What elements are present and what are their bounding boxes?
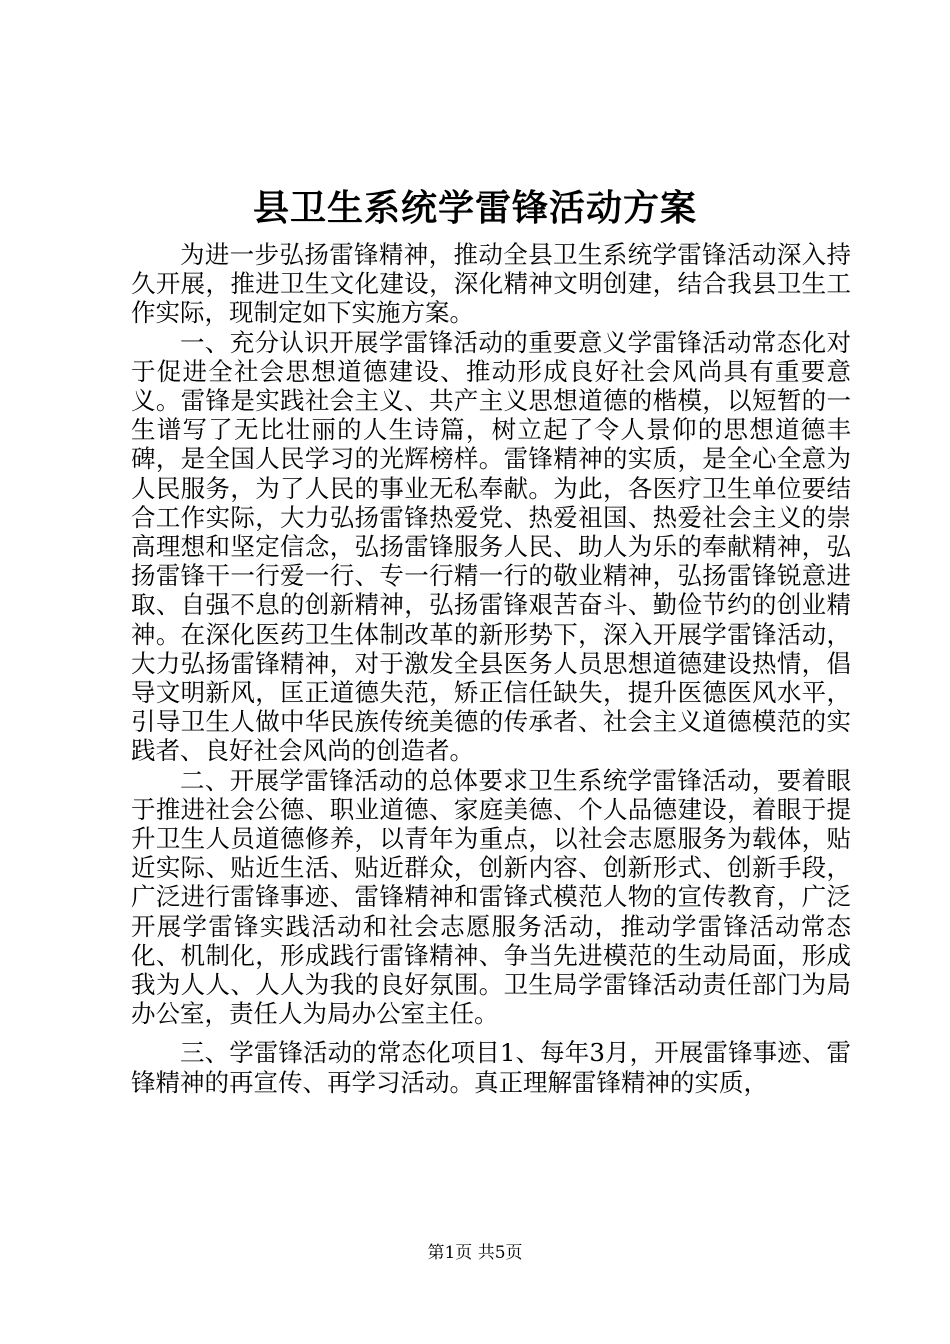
paragraph-intro: 为进一步弘扬雷锋精神，推动全县卫生系统学雷锋活动深入持久开展，推进卫生文化建设，深化精神文明创建，结合我县卫生工作实际，现制定如下实施方案。	[131, 240, 851, 328]
paragraph-section-1: 一、充分认识开展学雷锋活动的重要意义学雷锋活动常态化对于促进全社会思想道德建设、推动形成良好社会风尚具有重要意义。雷锋是实践社会主义、共产主义思想道德的楷模，以短暂的一生谱写了无比壮丽的人生诗篇，树立起了令人景仰的思想道德丰碑，是全国人民学习的光辉榜样。雷锋精神的实质，是全心全意为人民服务，为了人民的事业无私奉献。为此，各医疗卫生单位要结合工作实际，大力弘扬雷锋热爱党、热爱祖国、热爱社会主义的崇高理想和坚定信念，弘扬雷锋服务人民、助人为乐的奉献精神，弘扬雷锋干一行爱一行、专一行精一行的敬业精神，弘扬雷锋锐意进取、自强不息的创新精神，弘扬雷锋艰苦奋斗、勤俭节约的创业精神。在深化医药卫生体制改革的新形势下，深入开展学雷锋活动，大力弘扬雷锋精神，对于激发全县医务人员思想道德建设热情，倡导文明新风，匡正道德失范，矫正信任缺失，提升医德医风水平，引导卫生人做中华民族传统美德的传承者、社会主义道德模范的实践者、良好社会风尚的创造者。	[131, 327, 851, 766]
document-title: 县卫生系统学雷锋活动方案	[252, 187, 697, 229]
paragraph-section-3: 三、学雷锋活动的常态化项目1、每年3月，开展雷锋事迹、雷锋精神的再宣传、再学习活动。真正理解雷锋精神的实质，	[131, 1038, 851, 1097]
document-body	[131, 240, 851, 1097]
page-number-footer: 第1页 共5页	[427, 1243, 523, 1263]
paragraph-section-2: 二、开展学雷锋活动的总体要求卫生系统学雷锋活动，要着眼于推进社会公德、职业道德、家庭美德、个人品德建设，着眼于提升卫生人员道德修养，以青年为重点，以社会志愿服务为载体，贴近实际、贴近生活、贴近群众，创新内容、创新形式、创新手段，广泛进行雷锋事迹、雷锋精神和雷锋式模范人物的宣传教育，广泛开展学雷锋实践活动和社会志愿服务活动，推动学雷锋活动常态化、机制化，形成践行雷锋精神、争当先进模范的生动局面，形成我为人人、人人为我的良好氛围。卫生局学雷锋活动责任部门为局办公室，责任人为局办公室主任。	[131, 765, 851, 1029]
